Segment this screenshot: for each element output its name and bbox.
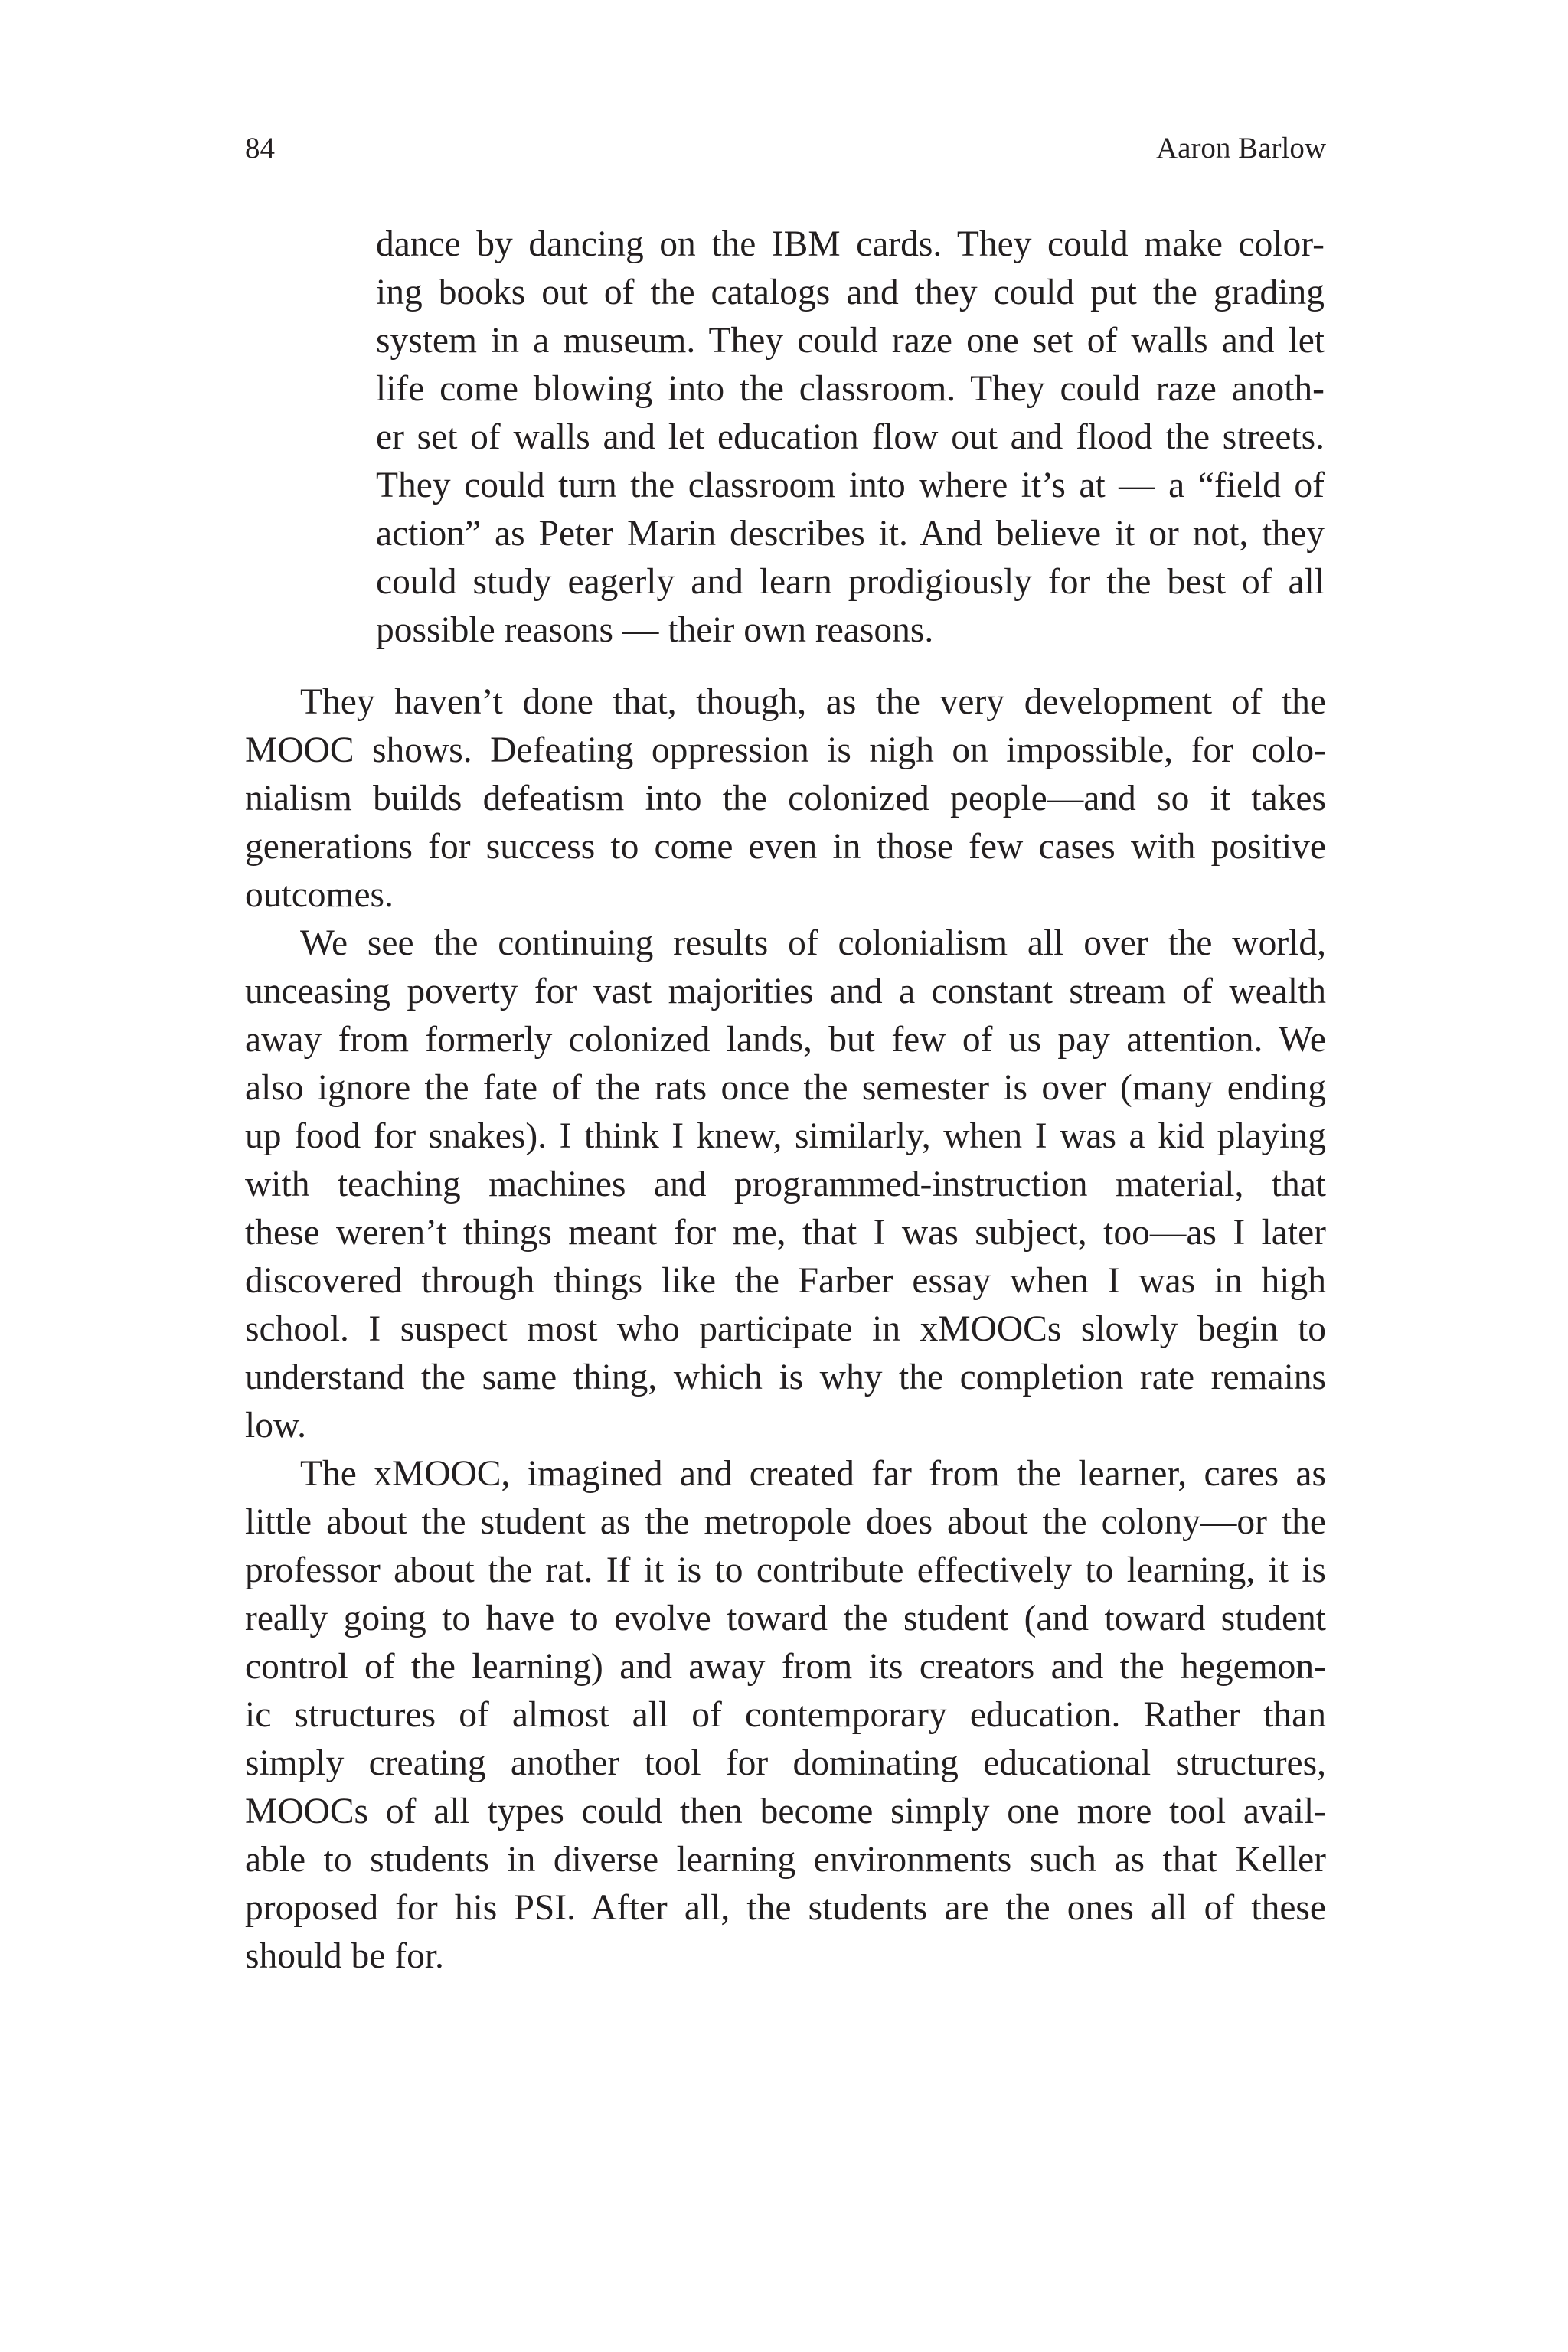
paragraph-3-line: professor about the rat. If it is to contribute effectively to learning, it is <box>245 1550 1326 1590</box>
running-head-author: Aaron Barlow <box>1155 132 1326 165</box>
paragraph-3-line: MOOCs of all types could then become simply one more tool avail- <box>245 1792 1326 1831</box>
paragraph-2-line: unceasing poverty for vast majorities and a constant stream of wealth <box>245 972 1326 1011</box>
paragraph-3-line: The xMOOC, imagined and created far from the learner, cares as <box>300 1454 1326 1494</box>
paragraph-2-line: discovered through things like the Farber essay when I was in high <box>245 1261 1326 1301</box>
paragraph-2-line: school. I suspect most who participate in xMOOCs slowly begin to <box>245 1309 1326 1349</box>
quote-line: could study eagerly and learn prodigiously for the best of all <box>376 562 1325 602</box>
quote-line: dance by dancing on the IBM cards. They could make color- <box>376 224 1325 264</box>
paragraph-3-line: simply creating another tool for dominating educational structures, <box>245 1743 1326 1783</box>
paragraph-2-line: also ignore the fate of the rats once the semester is over (many ending <box>245 1068 1326 1108</box>
page-number: 84 <box>245 132 275 165</box>
paragraph-2-line: low. <box>245 1406 307 1446</box>
paragraph-1-line: MOOC shows. Defeating oppression is nigh on impossible, for colo- <box>245 730 1326 770</box>
quote-line: action” as Peter Marin describes it. And believe it or not, they <box>376 514 1325 554</box>
paragraph-1-line: generations for success to come even in those few cases with positive <box>245 827 1326 867</box>
paragraph-2-line: away from formerly colonized lands, but few of us pay attention. We <box>245 1020 1326 1060</box>
running-head <box>245 126 1326 172</box>
paragraph-1-line: They haven’t done that, though, as the very development of the <box>300 682 1326 722</box>
paragraph-1-line: nialism builds defeatism into the colonized people—and so it takes <box>245 779 1326 818</box>
paragraph-2-line: with teaching machines and programmed-instruction material, that <box>245 1165 1326 1204</box>
paragraph-2-line: understand the same thing, which is why the completion rate remains <box>245 1357 1326 1397</box>
paragraph-3-line: really going to have to evolve toward the student (and toward student <box>245 1599 1326 1638</box>
quote-line: ing books out of the catalogs and they could put the grading <box>376 273 1325 312</box>
quote-line: er set of walls and let education flow out and flood the streets. <box>376 417 1325 457</box>
paragraph-2-line: these weren’t things meant for me, that I was subject, too—as I later <box>245 1213 1326 1253</box>
quote-line: life come blowing into the classroom. They could raze anoth- <box>376 369 1325 409</box>
paragraph-3-line: able to students in diverse learning environments such as that Keller <box>245 1840 1326 1880</box>
paragraph-3-line: should be for. <box>245 1936 444 1976</box>
paragraph-1-line: outcomes. <box>245 875 394 915</box>
quote-line: They could turn the classroom into where it’s at — a “field of <box>376 466 1325 505</box>
paragraph-2-line: up food for snakes). I think I knew, similarly, when I was a kid playing <box>245 1116 1326 1156</box>
quote-line: system in a museum. They could raze one set of walls and let <box>376 321 1325 361</box>
paragraph-3-line: proposed for his PSI. After all, the students are the ones all of these <box>245 1888 1326 1928</box>
paragraph-3-line: little about the student as the metropole does about the colony—or the <box>245 1502 1326 1542</box>
paragraph-3-line: control of the learning) and away from its creators and the hegemon- <box>245 1647 1326 1687</box>
paragraph-3-line: ic structures of almost all of contemporary education. Rather than <box>245 1695 1326 1735</box>
quote-line: possible reasons — their own reasons. <box>376 610 934 650</box>
paragraph-2-line: We see the continuing results of colonialism all over the world, <box>300 923 1326 963</box>
